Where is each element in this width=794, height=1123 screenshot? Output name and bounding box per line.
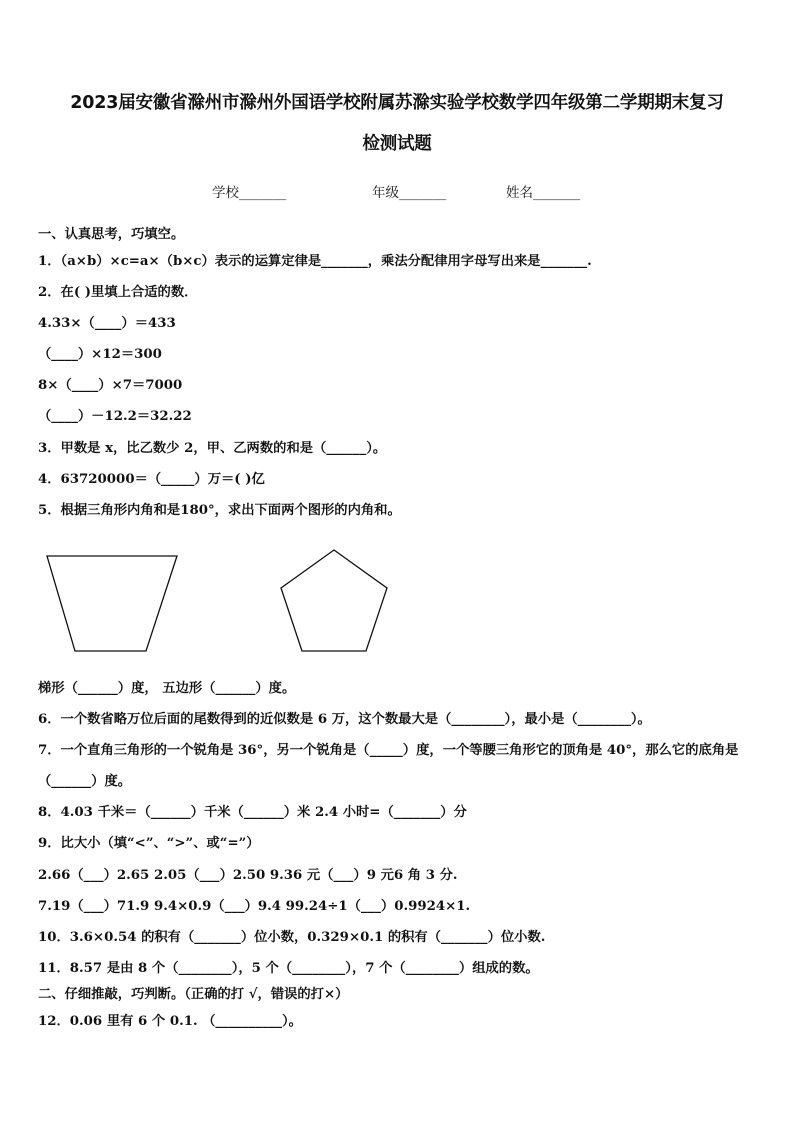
grade-field[interactable]: 年级_______ xyxy=(372,185,447,201)
question-2: 2．在( )里填上合适的数． xyxy=(38,285,198,300)
name-field[interactable]: 姓名_______ xyxy=(506,185,581,201)
question-5: 5．根据三角形内角和是180°，求出下面两个图形的内角和。 xyxy=(38,503,401,518)
question-3: 3．甲数是 x，比乙数少 2，甲、乙两数的和是（______）。 xyxy=(38,441,387,456)
pentagon-figure xyxy=(278,546,390,656)
question-9-row-2: 7.19（___）71.9 9.4×0.9（___）9.4 99.24÷1（___）0.9924×1. xyxy=(38,899,471,914)
question-5-answers: 梯形（______）度， 五边形（______）度。 xyxy=(38,681,296,696)
question-2-item-1: 4.33×（____）＝433 xyxy=(38,316,176,331)
question-7-continued: （______）度。 xyxy=(38,774,132,789)
question-2-item-3: 8×（____）×7＝7000 xyxy=(38,378,183,393)
question-12: 12．0.06 里有 6 个 0.1. （__________）。 xyxy=(38,1014,302,1029)
question-7: 7．一个直角三角形的一个锐角是 36°，另一个锐角是（_____）度，一个等腰三角形它的顶角是 40°，那么它的底角是 xyxy=(38,743,739,758)
school-field[interactable]: 学校_______ xyxy=(212,185,287,201)
question-2-item-4: （____）－12.2＝32.22 xyxy=(38,409,192,424)
question-6: 6．一个数省略万位后面的尾数得到的近似数是 6 万，这个数最大是（________），最小是（________）。 xyxy=(38,712,651,727)
question-9: 9．比大小（填“<”、“>”、或“=”） xyxy=(38,836,260,851)
document-title-line1: 2023届安徽省滁州市滁州外国语学校附属苏滁实验学校数学四年级第二学期期末复习 xyxy=(70,93,724,113)
question-2-item-2: （____）×12＝300 xyxy=(38,347,162,362)
question-9-row-1: 2.66（___）2.65 2.05（___）2.50 9.36 元（___）9 元6 角 3 分. xyxy=(38,868,458,883)
trapezoid-figure xyxy=(44,552,180,656)
section-heading-judge: 二、仔细推敲，巧判断。（正确的打 √，错误的打×） xyxy=(38,987,349,1002)
section-heading-fill-blank: 一、认真思考，巧填空。 xyxy=(38,227,185,242)
question-4: 4．63720000＝（_____）万＝( )亿 xyxy=(38,472,265,487)
document-title-line2: 检测试题 xyxy=(362,134,432,154)
question-1: 1．（a×b）×c=a×（b×c）表示的运算定律是_______，乘法分配律用字母写出来是_______. xyxy=(38,254,592,269)
question-10: 10．3.6×0.54 的积有（_______）位小数，0.329×0.1 的积有（_______）位小数. xyxy=(38,930,546,945)
question-8: 8．4.03 千米＝（______）千米（______）米 2.4 小时=（_______）分 xyxy=(38,805,467,820)
question-11: 11．8.57 是由 8 个（________），5 个（________），7 个（________）组成的数。 xyxy=(38,961,539,976)
